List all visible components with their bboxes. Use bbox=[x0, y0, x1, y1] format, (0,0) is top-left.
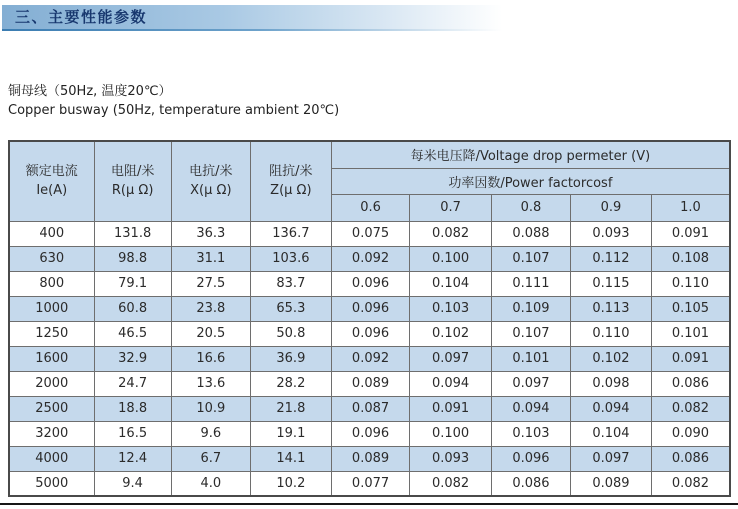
table-cell: 83.7 bbox=[251, 271, 332, 296]
subtitle-chinese: 铜母线（50Hz, 温度20℃） bbox=[8, 84, 172, 99]
table-cell: 98.8 bbox=[94, 246, 171, 271]
header-pf-0.7: 0.7 bbox=[410, 194, 491, 221]
table-cell: 0.097 bbox=[571, 446, 652, 471]
table-cell: 0.103 bbox=[491, 421, 570, 446]
table-cell: 0.108 bbox=[651, 246, 730, 271]
table-row bbox=[9, 221, 730, 246]
table-cell: 46.5 bbox=[94, 321, 171, 346]
table-row bbox=[9, 271, 730, 296]
table-cell: 0.091 bbox=[410, 396, 491, 421]
header-rated-current-zh: 额定电流 bbox=[25, 164, 78, 180]
table-cell: 0.075 bbox=[331, 221, 410, 246]
table-cell: 0.089 bbox=[571, 471, 652, 496]
header-reactance-en: X(μ Ω) bbox=[190, 183, 232, 199]
table-cell: 20.5 bbox=[171, 321, 250, 346]
table-cell: 36.3 bbox=[171, 221, 250, 246]
table-cell: 800 bbox=[9, 271, 94, 296]
table-cell: 0.088 bbox=[491, 221, 570, 246]
table-cell: 0.097 bbox=[410, 346, 491, 371]
header-pf-1.0: 1.0 bbox=[651, 194, 730, 221]
table-cell: 24.7 bbox=[94, 371, 171, 396]
table-cell: 13.6 bbox=[171, 371, 250, 396]
table-cell: 0.100 bbox=[410, 421, 491, 446]
table-cell: 0.092 bbox=[331, 246, 410, 271]
header-pf-0.6: 0.6 bbox=[331, 194, 410, 221]
table-cell: 103.6 bbox=[251, 246, 332, 271]
table-cell: 0.115 bbox=[571, 271, 652, 296]
table-cell: 19.1 bbox=[251, 421, 332, 446]
table-cell: 0.093 bbox=[410, 446, 491, 471]
table-cell: 16.5 bbox=[94, 421, 171, 446]
table-cell: 5000 bbox=[9, 471, 94, 496]
table-cell: 60.8 bbox=[94, 296, 171, 321]
table-cell: 0.102 bbox=[410, 321, 491, 346]
table-cell: 14.1 bbox=[251, 446, 332, 471]
table-cell: 3200 bbox=[9, 421, 94, 446]
table-cell: 0.105 bbox=[651, 296, 730, 321]
table-cell: 0.101 bbox=[651, 321, 730, 346]
table-cell: 0.086 bbox=[651, 446, 730, 471]
table-cell: 28.2 bbox=[251, 371, 332, 396]
table-cell: 16.6 bbox=[171, 346, 250, 371]
table-cell: 0.102 bbox=[571, 346, 652, 371]
table-cell: 0.086 bbox=[491, 471, 570, 496]
table-cell: 0.094 bbox=[491, 396, 570, 421]
table-cell: 4.0 bbox=[171, 471, 250, 496]
table-cell: 0.103 bbox=[410, 296, 491, 321]
header-reactance bbox=[171, 141, 250, 221]
header-voltage-drop: 每米电压降/Voltage drop permeter (V) bbox=[331, 141, 730, 168]
table-row bbox=[9, 296, 730, 321]
table-cell: 31.1 bbox=[171, 246, 250, 271]
header-resistance bbox=[94, 141, 171, 221]
table-cell: 0.111 bbox=[491, 271, 570, 296]
header-impedance-en: Z(μ Ω) bbox=[270, 183, 312, 199]
table-row bbox=[9, 371, 730, 396]
table-cell: 0.092 bbox=[331, 346, 410, 371]
table-cell: 0.082 bbox=[651, 471, 730, 496]
table-cell: 0.107 bbox=[491, 321, 570, 346]
table-cell: 12.4 bbox=[94, 446, 171, 471]
table-cell: 1000 bbox=[9, 296, 94, 321]
table-cell: 0.086 bbox=[651, 371, 730, 396]
page-bottom-rule bbox=[0, 503, 738, 505]
table-cell: 0.112 bbox=[571, 246, 652, 271]
table-cell: 0.093 bbox=[571, 221, 652, 246]
header-pf-0.9: 0.9 bbox=[571, 194, 652, 221]
table-cell: 0.096 bbox=[331, 421, 410, 446]
section-title: 三、主要性能参数 bbox=[15, 8, 148, 26]
table-row bbox=[9, 446, 730, 471]
table-row bbox=[9, 471, 730, 496]
section-title-bar bbox=[2, 5, 738, 29]
table-cell: 0.098 bbox=[571, 371, 652, 396]
table-cell: 0.090 bbox=[651, 421, 730, 446]
section-title-underline bbox=[2, 29, 738, 31]
table-cell: 0.101 bbox=[491, 346, 570, 371]
table-cell: 0.104 bbox=[571, 421, 652, 446]
table-cell: 0.109 bbox=[491, 296, 570, 321]
table-cell: 0.110 bbox=[651, 271, 730, 296]
table-row bbox=[9, 346, 730, 371]
table-row bbox=[9, 421, 730, 446]
header-impedance-zh: 阻抗/米 bbox=[269, 164, 313, 180]
table-cell: 0.087 bbox=[331, 396, 410, 421]
table-cell: 0.091 bbox=[651, 221, 730, 246]
table-cell: 23.8 bbox=[171, 296, 250, 321]
table-cell: 2000 bbox=[9, 371, 94, 396]
table-cell: 1600 bbox=[9, 346, 94, 371]
table-cell: 0.113 bbox=[571, 296, 652, 321]
table-cell: 6.7 bbox=[171, 446, 250, 471]
table-cell: 50.8 bbox=[251, 321, 332, 346]
table-cell: 32.9 bbox=[94, 346, 171, 371]
table-cell: 9.4 bbox=[94, 471, 171, 496]
header-resistance-zh: 电阻/米 bbox=[110, 164, 155, 180]
table-cell: 136.7 bbox=[251, 221, 332, 246]
table-cell: 0.094 bbox=[571, 396, 652, 421]
table-cell: 0.091 bbox=[651, 346, 730, 371]
table-cell: 65.3 bbox=[251, 296, 332, 321]
table-cell: 400 bbox=[9, 221, 94, 246]
table-row bbox=[9, 246, 730, 271]
table-cell: 131.8 bbox=[94, 221, 171, 246]
subtitle-english: Copper busway (50Hz, temperature ambient 20℃) bbox=[8, 103, 340, 118]
table-cell: 0.096 bbox=[491, 446, 570, 471]
header-power-factor: 功率因数/Power factorcosf bbox=[331, 168, 730, 194]
table-cell: 0.096 bbox=[331, 321, 410, 346]
table-cell: 10.9 bbox=[171, 396, 250, 421]
table-cell: 0.107 bbox=[491, 246, 570, 271]
header-reactance-zh: 电抗/米 bbox=[189, 164, 233, 180]
table-row bbox=[9, 396, 730, 421]
table-cell: 0.082 bbox=[651, 396, 730, 421]
table-cell: 0.110 bbox=[571, 321, 652, 346]
table-row bbox=[9, 321, 730, 346]
table-cell: 2500 bbox=[9, 396, 94, 421]
header-rated-current bbox=[9, 141, 94, 221]
table-cell: 0.104 bbox=[410, 271, 491, 296]
table-cell: 0.096 bbox=[331, 296, 410, 321]
table-cell: 0.097 bbox=[491, 371, 570, 396]
table-cell: 0.089 bbox=[331, 446, 410, 471]
table-cell: 10.2 bbox=[251, 471, 332, 496]
table-cell: 0.089 bbox=[331, 371, 410, 396]
table-cell: 1250 bbox=[9, 321, 94, 346]
header-impedance bbox=[251, 141, 332, 221]
table-cell: 18.8 bbox=[94, 396, 171, 421]
table-cell: 36.9 bbox=[251, 346, 332, 371]
header-pf-0.8: 0.8 bbox=[491, 194, 570, 221]
table-cell: 21.8 bbox=[251, 396, 332, 421]
table-cell: 0.082 bbox=[410, 221, 491, 246]
table-cell: 4000 bbox=[9, 446, 94, 471]
performance-parameters-table bbox=[8, 140, 731, 497]
header-rated-current-en: Ie(A) bbox=[36, 183, 68, 199]
table-cell: 79.1 bbox=[94, 271, 171, 296]
table-cell: 630 bbox=[9, 246, 94, 271]
table-cell: 9.6 bbox=[171, 421, 250, 446]
table-cell: 0.096 bbox=[331, 271, 410, 296]
table-cell: 27.5 bbox=[171, 271, 250, 296]
table-cell: 0.077 bbox=[331, 471, 410, 496]
table-cell: 0.094 bbox=[410, 371, 491, 396]
table-cell: 0.100 bbox=[410, 246, 491, 271]
header-resistance-en: R(μ Ω) bbox=[111, 183, 154, 199]
table-cell: 0.082 bbox=[410, 471, 491, 496]
